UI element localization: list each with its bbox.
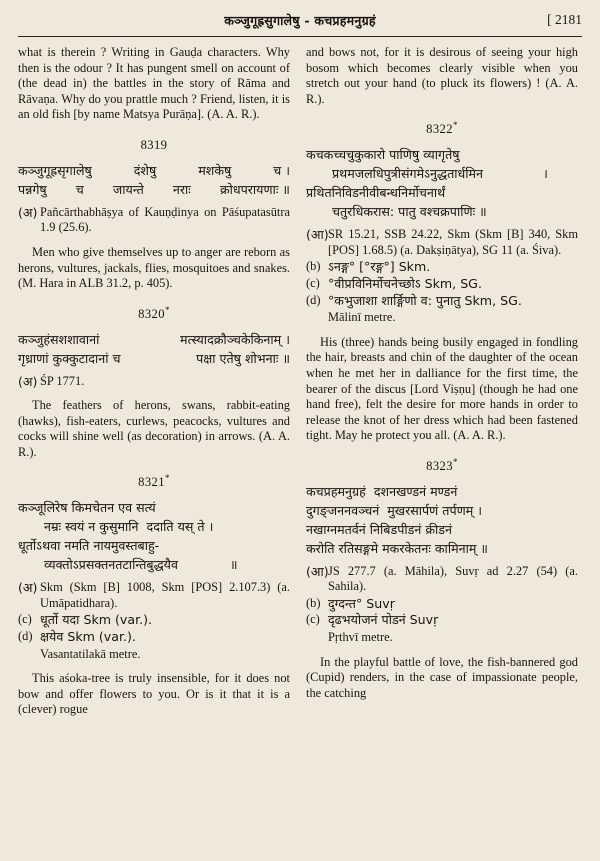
page-header xyxy=(18,10,582,37)
reference-text: दुग्दन्त° Suvṛ xyxy=(328,595,395,611)
reference-label: (अ) xyxy=(18,373,38,389)
verse-segment: प्रथितनिविडनीवीबन्धनिर्मोचनार्थं xyxy=(306,185,446,201)
reference-item xyxy=(306,293,578,309)
references-8321 xyxy=(18,580,290,644)
reference-label: (c) xyxy=(18,612,32,627)
reference-text: Skm (Skm [B] 1008, Skm [POS] 2.107.3) (a. Umāpatidhara). xyxy=(40,580,290,610)
verse-segment: दुगङ्जननवञ्चनं मुखरसार्पणं तर्पणम् । xyxy=(306,502,483,518)
two-column-body xyxy=(18,45,582,857)
reference-item xyxy=(306,564,578,595)
reference-item xyxy=(306,612,578,628)
right-column xyxy=(306,45,578,857)
translation-8320: The feathers of herons, swans, rabbit-eating (hawks), fish-eaters, curlews, peacocks, vultures and cocks will shine well (as decoration) in arrows. (A. A. R.). xyxy=(18,398,290,459)
verse-segment: नखाग्नमतर्वनं निबिडपीडनं क्रीडनं xyxy=(306,521,453,537)
left-column xyxy=(18,45,290,857)
reference-item xyxy=(18,580,290,611)
verse-8323 xyxy=(306,482,578,558)
verse-8322 xyxy=(306,145,578,221)
translation-8319: Men who give themselves up to anger are reborn as herons, vultures, jackals, flies, mosquitoes and snakes. (M. Hara in ALB 31.2, p. 405). xyxy=(18,244,290,291)
reference-label: (आ) xyxy=(306,227,329,243)
verse-segment: च xyxy=(75,181,84,197)
verse-segment: दंशेषु xyxy=(133,162,157,178)
reference-item xyxy=(306,227,578,258)
entry-number-8321: 8321* xyxy=(138,473,170,490)
translation-8322: His (three) hands being busily engaged in fondling the hair, breasts and chin of the daughter of the ocean when he met her in dalliance for the first time, the bearer of the discus [Lord Viṣṇu] (though he had one hand free), felt the desire for more hands in order to release the knot of her dress which had been fastened tight. May he protect you all. (A. A. R.). xyxy=(306,334,578,443)
verse-segment: जायन्ते xyxy=(112,181,144,197)
reference-text: ऽनङ्ग° [°रङ्ग°] Skm. xyxy=(328,259,431,275)
references-8319 xyxy=(18,205,290,236)
verse-segment: प्रथमजलधिपुत्रीसंगमेऽनुद्धतार्धमिन । xyxy=(332,166,548,182)
reference-item xyxy=(18,205,290,236)
verse-segment: च । xyxy=(273,162,290,178)
entry-number-8319: 8319 xyxy=(140,138,168,153)
reference-text: दृढभयोजनं पोडनं Suvṛ xyxy=(328,612,439,628)
reference-item xyxy=(18,629,290,645)
references-8322 xyxy=(306,227,578,308)
entry-number-8323: 8323* xyxy=(426,456,458,474)
reference-item xyxy=(306,276,578,292)
reference-item xyxy=(306,596,578,612)
verse-8320 xyxy=(18,330,290,368)
metre-8321: Vasantatilakā metre. xyxy=(40,646,141,661)
verse-segment: कञ्जुहंसशशावानां xyxy=(18,331,100,347)
verse-segment: पन्नगेषु xyxy=(18,181,47,197)
page-number: [ 2181 xyxy=(547,12,582,27)
translation-8323: In the playful battle of love, the fish-bannered god (Cupid) renders, in the case of impassionate people, the catching xyxy=(306,654,578,700)
verse-segment: नम्रः स्वयं न कुसुमानि ददाति यस् ते । xyxy=(44,519,214,535)
verse-segment: धूर्तोऽथवा नमति नायमुवस्तबाहु- xyxy=(18,538,160,554)
metre-8323: Pṛthvī metre. xyxy=(328,630,393,645)
reference-text: धूर्तो यदा Skm (var.). xyxy=(40,612,153,628)
reference-label: (b) xyxy=(306,259,321,274)
reference-text: Pañcārthabhāṣya of Kauṇḍinya on Pāśupatasūtra 1.9 (25.6). xyxy=(40,204,290,235)
reference-text: °वीप्रविनिर्मोचनेच्छोऽ Skm, SG. xyxy=(328,275,482,291)
reference-label: (d) xyxy=(306,292,321,307)
reference-item xyxy=(18,612,290,628)
reference-item xyxy=(306,259,578,275)
verse-segment: नराः xyxy=(172,181,191,197)
verse-8319 xyxy=(18,161,290,199)
verse-segment: कचकच्चचुकुकारो पाणिषु व्यागृतेषु xyxy=(306,147,460,163)
reference-text: SR 15.21, SSB 24.22, Skm (Skm [B] 340, Skm [POS] 1.68.5) (a. Dakṣiṇātya), SG 11 (a. Śiva). xyxy=(328,227,578,257)
reference-label: (अ) xyxy=(18,580,38,596)
verse-segment: कञ्जूलिरेष किमचेतन एव सत्यं xyxy=(18,500,156,516)
left-top-paragraph: what is therein ? Writing in Gauḍa characters. Why then is the odour ? It has pungent smell on account of (the dead in) the battles in the story of Rāma and Rāvaṇa. Why do you prattle much ? Friend, listen, it is an old fish [by name Matsya Purāṇa]. (A. A. R.). xyxy=(18,45,290,122)
reference-text: क्षयेव Skm (var.). xyxy=(40,629,136,645)
page-header-title: कञ्जुगूह्रसुगालेषु - कचप्रहमनुग्रहं xyxy=(224,13,376,28)
reference-label: (c) xyxy=(306,612,320,627)
verse-segment: कचप्रहमनुग्रहं दशनखण्डनं मण्डनं xyxy=(306,483,458,499)
verse-segment: मत्स्यादक्रौञ्चकेकिनाम् । xyxy=(180,331,290,347)
entry-number-8322: 8322* xyxy=(426,120,458,137)
references-8320 xyxy=(18,374,290,390)
reference-label: (c) xyxy=(306,275,320,290)
verse-segment: मशकेषु xyxy=(198,162,232,178)
verse-segment: गृध्राणां कुक्कुटादानां च xyxy=(18,350,121,366)
reference-label: (d) xyxy=(18,629,33,644)
verse-segment: व्यक्तोऽप्रसक्तनतटान्तिबुद्धयैव ॥ xyxy=(44,557,238,573)
verse-segment: पक्षा एतेषु शोभनाः ॥ xyxy=(196,350,290,366)
reference-text: JS 277.7 (a. Māhila), Suvṛ ad 2.27 (54) (a. Sahila). xyxy=(328,563,578,594)
translation-8321: This aśoka-tree is truly insensible, for it does not bow and offer flowers to you. Or is it that it is a (clever) rogue xyxy=(18,671,290,717)
reference-text: ŚP 1771. xyxy=(40,373,85,388)
entry-number-8320: 8320* xyxy=(138,304,170,321)
verse-segment: चतुरधिकरास: पातु वश्चक्रपाणिः ॥ xyxy=(332,204,487,220)
verse-8321 xyxy=(18,498,290,574)
metre-8322: Mālinī metre. xyxy=(328,310,396,325)
references-8323 xyxy=(306,564,578,628)
reference-item xyxy=(18,374,290,390)
reference-label: (b) xyxy=(306,595,321,610)
verse-segment: कञ्जुगूह्रसृगालेषु xyxy=(18,162,92,178)
reference-label: (आ) xyxy=(306,563,329,579)
verse-segment: करोति रतिसङ्गमे मकरकेतनः कामिनाम् ॥ xyxy=(306,540,488,556)
reference-label: (अ) xyxy=(18,204,38,220)
right-top-paragraph: and bows not, for it is desirous of seeing your high bosom which becomes clearly visible when you stretch out your hand (to pluck its flowers) ! (A. A. R.). xyxy=(306,45,578,106)
reference-text: °कभुजाशा शार्ङ्गिणो व: पुनातु Skm, SG. xyxy=(328,292,522,308)
verse-segment: क्रोधपरायणाः ॥ xyxy=(219,181,290,197)
